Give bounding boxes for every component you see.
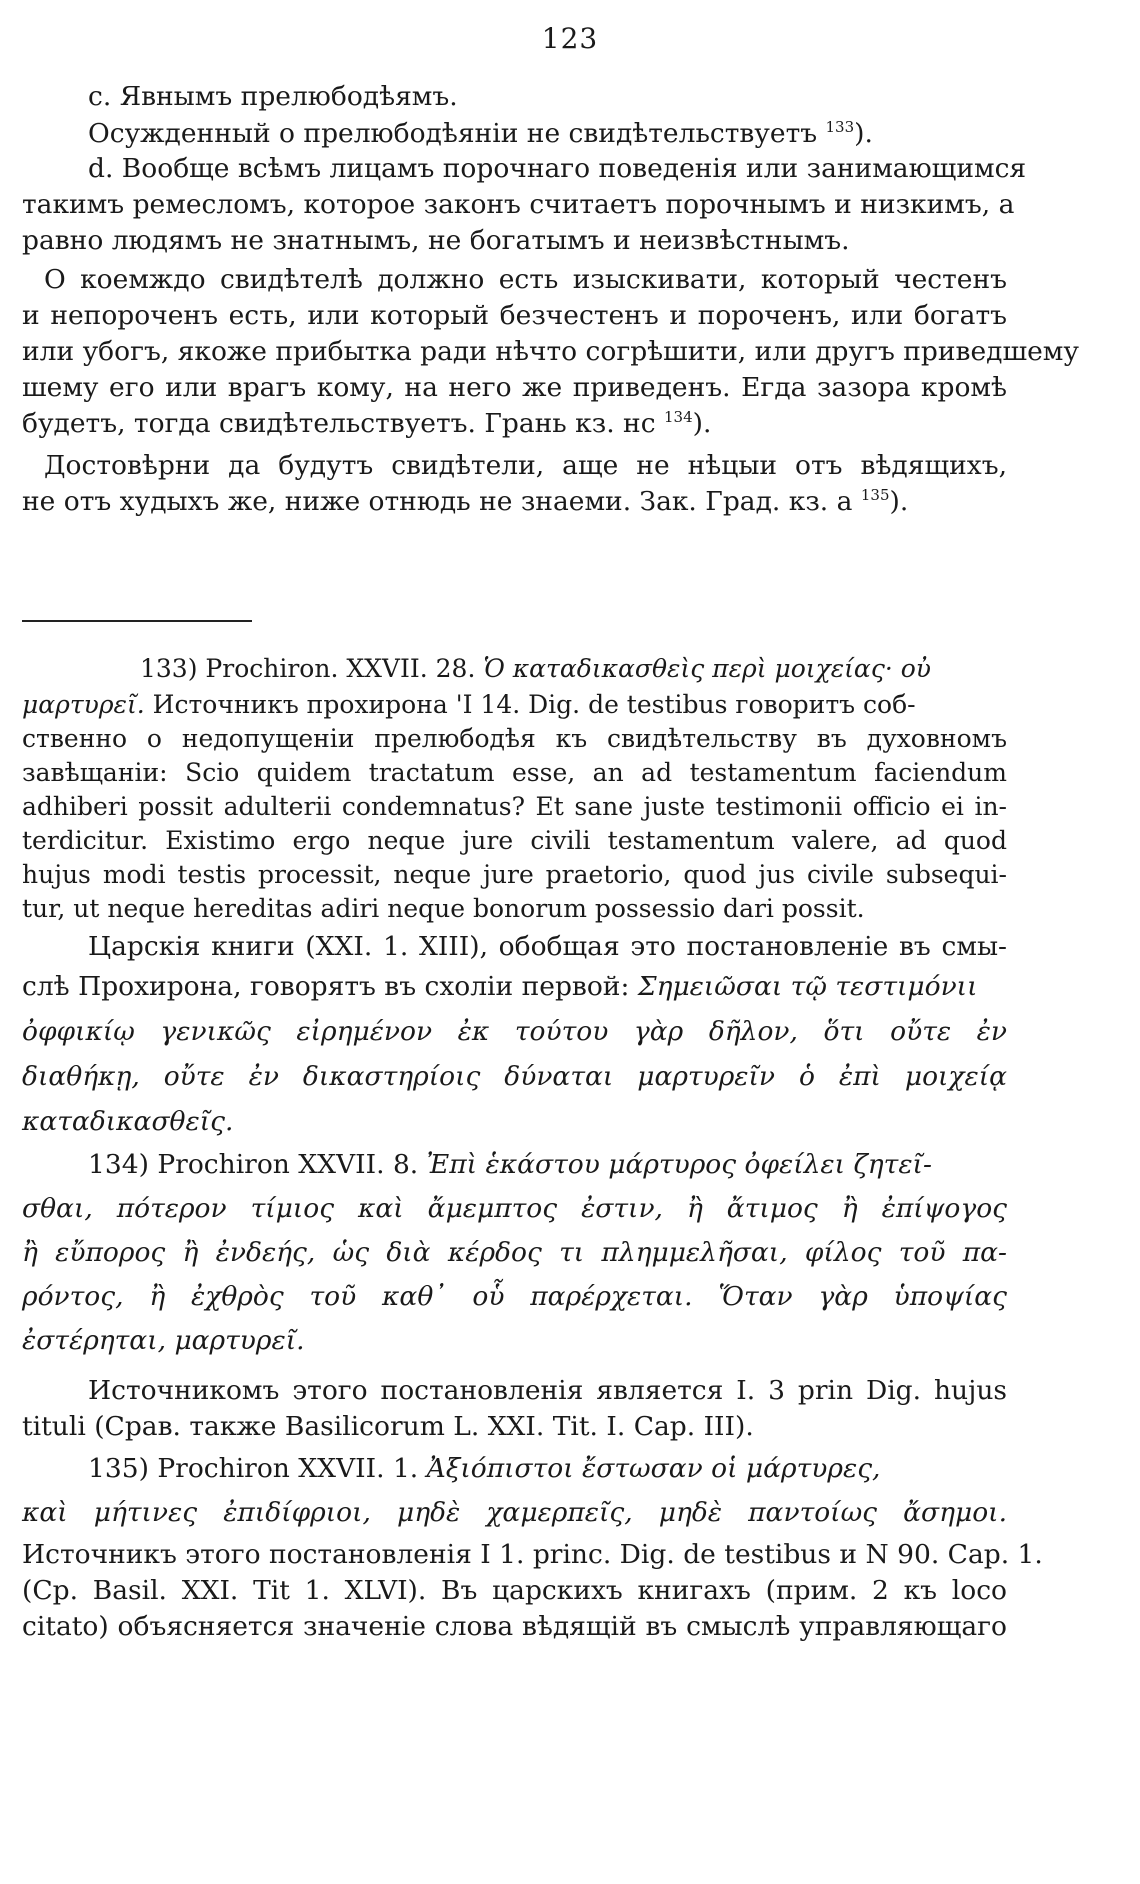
page-number: 123 xyxy=(541,22,599,55)
footnote-133-line: 133) Prochiron. XXVII. 28. Ὁ καταδικασθεὶς περὶ μοιχείας· οὐ xyxy=(140,654,931,683)
footnote-135-line: (Ср. Basil. XXI. Tit 1. XLVI). Въ царскихъ книгахъ (прим. 2 къ loco xyxy=(22,1575,1007,1606)
main-line: такимъ ремесломъ, которое законъ считаетъ порочнымъ и низкимъ, а xyxy=(22,189,1015,220)
istochnik-134-line: tituli (Срав. также Basilicorum L. XXI. Tit. I. Cap. III). xyxy=(22,1411,754,1442)
main-line: не отъ худыхъ же, ниже отнюдь не знаеми. Зак. Град. кз. а $^{135}$). xyxy=(22,486,909,517)
zak-reference: кз. а xyxy=(788,486,853,517)
footnote-133-line: hujus modi testis processit, neque jure praetorio, quod jus civile subsequi- xyxy=(22,860,1007,889)
footnote-135-line: Источникъ этого постановленія I 1. princ. Dig. de testibus и N 90. Cap. 1. xyxy=(22,1539,1043,1570)
footnote-135-line: citato) объясняется значеніе слова вѣдящій въ смыслѣ управляющаго xyxy=(22,1611,1007,1642)
main-line: с. Явнымъ прелюбодѣямъ. xyxy=(88,81,458,112)
tsarskiya-line: слѣ Прохирона, говорятъ въ схоліи первой: Σημειῶσαι τῷ τεστιμόνιι xyxy=(22,971,978,1002)
footnote-134-greek-line: ἢ εὔπορος ἢ ἐνδεής, ὡς διὰ κέρδος τι πλημμελῆσαι, φίλος τοῦ πα- xyxy=(22,1237,1007,1268)
main-line: будетъ, тогда свидѣтельствуетъ. Грань кз. нс $^{134}$). xyxy=(22,408,712,439)
footnote-133-line: завѣщаніи: Scio quidem tractatum esse, an ad testamentum faciendum xyxy=(22,758,1007,787)
footnote-135-greek-line: καὶ μήτινες ἐπιδίφριοι, μηδὲ χαμερπεῖς, μηδὲ παντοίως ἄσημοι. xyxy=(22,1497,1007,1528)
footnote-134-greek-line: ἐστέρηται, μαρτυρεῖ. xyxy=(22,1325,305,1356)
tsarskiya-greek-line: διαθήκῃ, οὔτε ἐν δικαστηρίοις δύναται μαρτυρεῖν ὁ ἐπὶ μοιχείᾳ xyxy=(22,1061,1007,1092)
footnote-ref: 135 xyxy=(860,486,890,505)
main-line: равно людямъ не знатнымъ, не богатымъ и неизвѣстнымъ. xyxy=(22,225,850,256)
main-line: d. Вообще всѣмъ лицамъ порочнаго поведенія или занимающимся xyxy=(88,153,1027,184)
footnote-134-greek-line: σθαι, πότερον τίμιος καὶ ἄμεμπτος ἐστιν, ἢ ἄτιμος ἢ ἐπίψογος xyxy=(22,1193,1007,1224)
grань-reference: кз. нс xyxy=(575,408,656,439)
main-line: Осужденный о прелюбодѣяніи не свидѣтельствуетъ $^{133}$). xyxy=(88,118,873,149)
main-line: Достовѣрни да будутъ свидѣтели, аще не нѣцыи отъ вѣдящихъ, xyxy=(44,450,1007,481)
main-line: шему его или врагъ кому, на него же приведенъ. Егда зазора кромѣ xyxy=(22,372,1007,403)
footnote-133-line: tur, ut neque hereditas adiri neque bonorum possessio dari possit. xyxy=(22,894,865,923)
footnote-separator xyxy=(22,620,252,622)
main-line: и непороченъ есть, или который безчестенъ и пороченъ, или богатъ xyxy=(22,300,1007,331)
tsarskiya-line: Царскія книги (XXI. 1. XIII), обобщая это постановленіе въ смы- xyxy=(88,931,1007,962)
footnote-135-line: 135) Prochiron XXVII. 1. Ἀξιόπιστοι ἔστωσαν οἱ μάρτυρες, xyxy=(88,1453,881,1484)
main-line: О коемждо свидѣтелѣ должно есть изыскивати, который честенъ xyxy=(44,264,1007,295)
footnote-133-line: terdicitur. Existimo ergo neque jure civili testamentum valere, ad quod xyxy=(22,826,1007,855)
footnote-ref: 134 xyxy=(663,408,693,427)
footnote-133-line: μαρτυρεῖ. Источникъ прохирона 'I 14. Dig. de testibus говоритъ соб- xyxy=(22,690,916,719)
tsarskiya-greek-line: καταδικασθεῖς. xyxy=(22,1106,234,1137)
footnote-133-line: adhiberi possit adulterii condemnatus? Et sane juste testimonii officio ei in- xyxy=(22,792,1007,821)
footnote-ref: 133 xyxy=(825,118,855,137)
tsarskiya-greek-line: ὀφφικίῳ γενικῶς εἰρημένον ἐκ τούτου γὰρ δῆλον, ὅτι οὔτε ἐν xyxy=(22,1016,1007,1047)
footnote-134-line: 134) Prochiron XXVII. 8. Ἐπὶ ἑκάστου μάρτυρος ὀφείλει ζητεῖ- xyxy=(88,1149,932,1180)
main-line: или убогъ, якоже прибытка ради нѣчто согрѣшити, или другъ приведшему xyxy=(22,336,1079,367)
footnote-133-line: ственно о недопущеніи прелюбодѣя къ свидѣтельству въ духовномъ xyxy=(22,724,1007,753)
footnote-134-greek-line: ρόντος, ἢ ἐχθρὸς τοῦ καθ᾽ οὗ παρέρχεται. Ὅταν γὰρ ὑποψίας xyxy=(22,1281,1007,1312)
istochnik-134-line: Источникомъ этого постановленія является I. 3 prin Dig. hujus xyxy=(88,1375,1007,1406)
